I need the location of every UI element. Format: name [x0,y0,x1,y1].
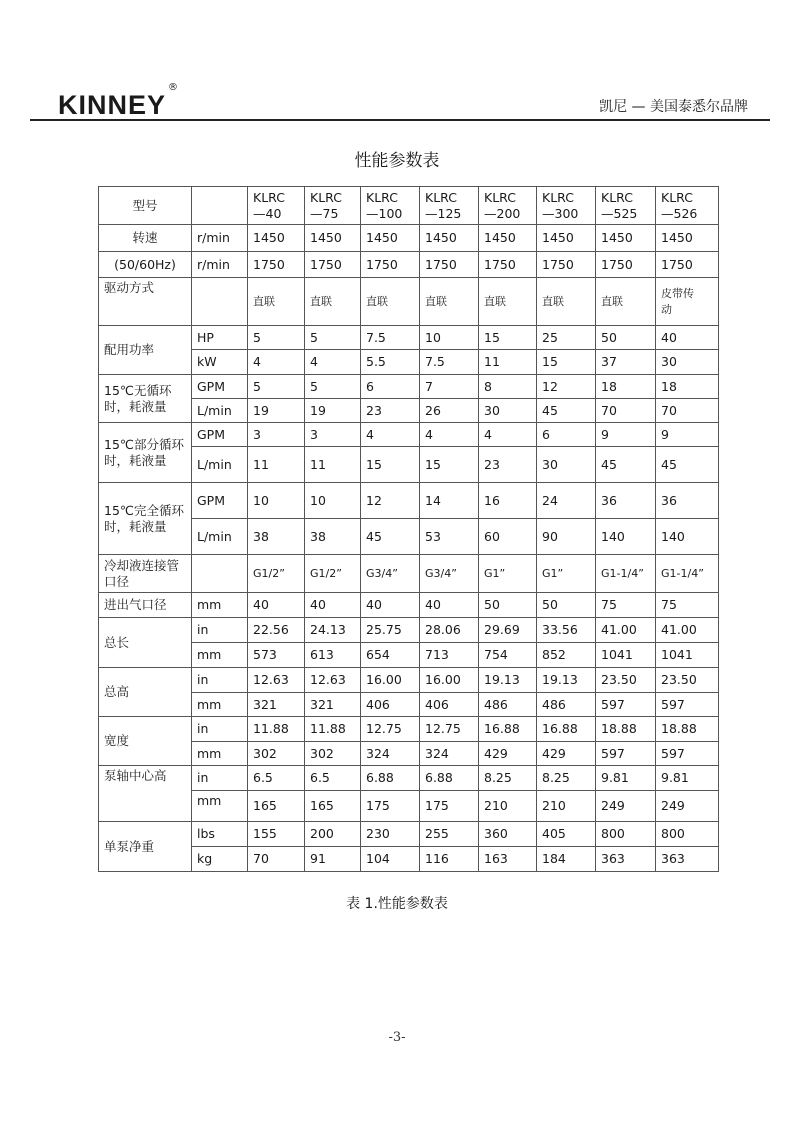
row-speed-60 [99,252,719,278]
drive-cell: 直联 [537,278,596,326]
width-mm-cell: 324 [361,742,420,766]
shaft-in-cell: 6.88 [361,766,420,791]
drive-label: 驱动方式 [99,278,192,326]
width-mm-cell: 597 [656,742,719,766]
row-power-hp [99,326,719,350]
height-in-cell: 12.63 [248,668,305,693]
power-hp-cell: 50 [596,326,656,350]
no-recirc-lmin-cell: 19 [248,399,305,423]
header-tagline: 凯尼 — 美国泰悉尔品牌 [599,99,748,115]
weight-label: 单泵净重 [99,822,192,872]
height-in-cell: 12.63 [305,668,361,693]
speed-50-cell: 1450 [656,225,719,252]
length-in-unit: in [192,618,248,643]
no-recirc-gpm-unit: GPM [192,375,248,399]
inlet-outlet-cell: 40 [420,593,479,618]
speed-unit: r/min [192,252,248,278]
height-label: 总高 [99,668,192,717]
weight-lbs-cell: 405 [537,822,596,847]
shaft-mm-cell: 165 [305,791,361,822]
coolant-conn-cell: G3/4” [361,555,420,593]
row-drive [99,278,719,326]
no-recirc-lmin-cell: 70 [656,399,719,423]
part-recirc-gpm-cell: 4 [479,423,537,447]
speed-50-cell: 1450 [361,225,420,252]
power-kw-cell: 4 [305,350,361,375]
height-in-cell: 16.00 [361,668,420,693]
part-recirc-gpm-cell: 9 [596,423,656,447]
shaft-in-cell: 8.25 [537,766,596,791]
row-length-in [99,618,719,643]
width-in-cell: 18.88 [596,717,656,742]
speed-60-cell: 1750 [420,252,479,278]
weight-lbs-cell: 800 [596,822,656,847]
part-recirc-gpm-cell: 9 [656,423,719,447]
drive-cell: 直联 [361,278,420,326]
coolant-conn-cell: G1/2” [248,555,305,593]
shaft-mm-cell: 175 [361,791,420,822]
speed-60-cell: 1750 [596,252,656,278]
row-length-mm [99,643,719,668]
shaft-in-unit: in [192,766,248,791]
height-mm-cell: 486 [479,693,537,717]
height-in-cell: 16.00 [420,668,479,693]
row-part-recirc-lmin [99,447,719,483]
length-in-cell: 28.06 [420,618,479,643]
height-in-cell: 23.50 [596,668,656,693]
part-recirc-lmin-cell: 11 [305,447,361,483]
shaft-in-cell: 8.25 [479,766,537,791]
width-in-cell: 11.88 [248,717,305,742]
shaft-label: 泵轴中心高 [99,766,192,822]
speed-label: 转速 [99,225,192,252]
model-unit-cell [192,187,248,225]
full-recirc-lmin-cell: 140 [596,519,656,555]
height-in-cell: 23.50 [656,668,719,693]
length-in-cell: 24.13 [305,618,361,643]
coolant-conn-cell: G1” [537,555,596,593]
inlet-outlet-unit: mm [192,593,248,618]
inlet-outlet-cell: 50 [537,593,596,618]
row-weight-lbs [99,822,719,847]
row-shaft-in [99,766,719,791]
length-mm-cell: 713 [420,643,479,668]
length-in-cell: 41.00 [596,618,656,643]
shaft-mm-unit: mm [192,791,248,822]
full-recirc-lmin-unit: L/min [192,519,248,555]
row-full-recirc-gpm [99,483,719,519]
full-recirc-gpm-cell: 14 [420,483,479,519]
no-recirc-lmin-cell: 30 [479,399,537,423]
model-label: 型号 [99,187,192,225]
inlet-outlet-cell: 40 [305,593,361,618]
speed-60-cell: 1750 [479,252,537,278]
row-shaft-mm [99,791,719,822]
weight-kg-cell: 70 [248,847,305,872]
full-recirc-gpm-cell: 10 [305,483,361,519]
drive-cell: 皮带传 动 [656,278,719,326]
power-hp-cell: 25 [537,326,596,350]
no-recirc-lmin-cell: 23 [361,399,420,423]
full-recirc-gpm-cell: 36 [656,483,719,519]
drive-cell: 直联 [248,278,305,326]
width-mm-unit: mm [192,742,248,766]
width-in-cell: 16.88 [479,717,537,742]
full-recirc-lmin-cell: 45 [361,519,420,555]
no-recirc-lmin-unit: L/min [192,399,248,423]
power-kw-unit: kW [192,350,248,375]
row-weight-kg [99,847,719,872]
no-recirc-gpm-cell: 18 [596,375,656,399]
shaft-mm-cell: 165 [248,791,305,822]
full-recirc-lmin-cell: 140 [656,519,719,555]
row-full-recirc-lmin [99,519,719,555]
part-recirc-lmin-cell: 15 [420,447,479,483]
power-hp-cell: 40 [656,326,719,350]
height-mm-cell: 406 [420,693,479,717]
width-in-cell: 12.75 [420,717,479,742]
weight-kg-cell: 104 [361,847,420,872]
weight-kg-cell: 363 [656,847,719,872]
no-recirc-lmin-cell: 70 [596,399,656,423]
speed-hz-label: (50/60Hz) [99,252,192,278]
height-mm-cell: 321 [248,693,305,717]
inlet-outlet-cell: 75 [596,593,656,618]
length-mm-unit: mm [192,643,248,668]
inlet-outlet-label: 进出气口径 [99,593,192,618]
width-mm-cell: 302 [305,742,361,766]
power-hp-unit: HP [192,326,248,350]
part-recirc-gpm-cell: 4 [361,423,420,447]
length-in-cell: 25.75 [361,618,420,643]
header-divider [30,119,770,121]
speed-50-cell: 1450 [248,225,305,252]
part-recirc-lmin-cell: 15 [361,447,420,483]
model-cell: KLRC —100 [361,187,420,225]
coolant-conn-cell: G1/2” [305,555,361,593]
length-mm-cell: 754 [479,643,537,668]
height-mm-unit: mm [192,693,248,717]
height-mm-cell: 321 [305,693,361,717]
speed-50-cell: 1450 [537,225,596,252]
power-hp-cell: 7.5 [361,326,420,350]
page-number: -3- [388,1030,406,1045]
weight-kg-unit: kg [192,847,248,872]
row-height-in [99,668,719,693]
shaft-mm-cell: 175 [420,791,479,822]
width-in-unit: in [192,717,248,742]
brand-logo: KINNEY [58,90,167,120]
part-recirc-gpm-cell: 4 [420,423,479,447]
no-recirc-gpm-cell: 5 [248,375,305,399]
length-mm-cell: 613 [305,643,361,668]
shaft-mm-cell: 210 [537,791,596,822]
part-recirc-label: 15℃部分循环时，耗液量 [99,423,192,483]
full-recirc-lmin-cell: 38 [248,519,305,555]
weight-lbs-cell: 230 [361,822,420,847]
drive-cell: 直联 [420,278,479,326]
height-mm-cell: 406 [361,693,420,717]
registered-mark: ® [168,82,178,93]
weight-lbs-unit: lbs [192,822,248,847]
shaft-mm-cell: 249 [596,791,656,822]
height-mm-cell: 486 [537,693,596,717]
power-hp-cell: 5 [248,326,305,350]
weight-lbs-cell: 255 [420,822,479,847]
row-coolant-conn [99,555,719,593]
no-recirc-label: 15℃无循环时，耗液量 [99,375,192,423]
part-recirc-lmin-cell: 23 [479,447,537,483]
row-model [99,187,719,225]
weight-lbs-cell: 200 [305,822,361,847]
full-recirc-label: 15℃完全循环时，耗液量 [99,483,192,555]
full-recirc-gpm-cell: 16 [479,483,537,519]
power-label: 配用功率 [99,326,192,375]
shaft-in-cell: 6.5 [305,766,361,791]
full-recirc-lmin-cell: 38 [305,519,361,555]
performance-table [98,186,719,872]
width-mm-cell: 429 [479,742,537,766]
shaft-in-cell: 9.81 [596,766,656,791]
model-cell: KLRC —300 [537,187,596,225]
height-in-cell: 19.13 [479,668,537,693]
drive-unit-cell [192,278,248,326]
speed-60-cell: 1750 [361,252,420,278]
full-recirc-gpm-cell: 24 [537,483,596,519]
part-recirc-gpm-cell: 3 [248,423,305,447]
length-mm-cell: 1041 [656,643,719,668]
row-inlet-outlet [99,593,719,618]
shaft-in-cell: 9.81 [656,766,719,791]
width-in-cell: 18.88 [656,717,719,742]
weight-kg-cell: 363 [596,847,656,872]
full-recirc-gpm-cell: 12 [361,483,420,519]
no-recirc-lmin-cell: 19 [305,399,361,423]
full-recirc-gpm-cell: 36 [596,483,656,519]
full-recirc-gpm-unit: GPM [192,483,248,519]
inlet-outlet-cell: 75 [656,593,719,618]
speed-50-cell: 1450 [479,225,537,252]
shaft-in-cell: 6.5 [248,766,305,791]
row-width-mm [99,742,719,766]
no-recirc-gpm-cell: 5 [305,375,361,399]
width-mm-cell: 302 [248,742,305,766]
power-hp-cell: 15 [479,326,537,350]
length-mm-cell: 1041 [596,643,656,668]
weight-kg-cell: 163 [479,847,537,872]
no-recirc-gpm-cell: 12 [537,375,596,399]
power-hp-cell: 5 [305,326,361,350]
part-recirc-gpm-cell: 3 [305,423,361,447]
height-in-cell: 19.13 [537,668,596,693]
row-no-recirc-lmin [99,399,719,423]
full-recirc-lmin-cell: 90 [537,519,596,555]
speed-60-cell: 1750 [656,252,719,278]
width-label: 宽度 [99,717,192,766]
drive-cell: 直联 [479,278,537,326]
length-in-cell: 22.56 [248,618,305,643]
speed-50-cell: 1450 [305,225,361,252]
drive-cell: 直联 [305,278,361,326]
power-kw-cell: 4 [248,350,305,375]
model-cell: KLRC —125 [420,187,479,225]
row-height-mm [99,693,719,717]
length-mm-cell: 852 [537,643,596,668]
length-in-cell: 29.69 [479,618,537,643]
length-label: 总长 [99,618,192,668]
coolant-conn-cell: G1-1/4” [656,555,719,593]
width-mm-cell: 429 [537,742,596,766]
width-in-cell: 12.75 [361,717,420,742]
width-mm-cell: 597 [596,742,656,766]
coolant-conn-cell: G3/4” [420,555,479,593]
speed-50-cell: 1450 [596,225,656,252]
shaft-mm-cell: 249 [656,791,719,822]
inlet-outlet-cell: 40 [361,593,420,618]
row-speed-50 [99,225,719,252]
part-recirc-lmin-cell: 30 [537,447,596,483]
speed-60-cell: 1750 [305,252,361,278]
power-kw-cell: 15 [537,350,596,375]
part-recirc-lmin-unit: L/min [192,447,248,483]
part-recirc-lmin-cell: 45 [656,447,719,483]
no-recirc-gpm-cell: 6 [361,375,420,399]
no-recirc-gpm-cell: 7 [420,375,479,399]
length-in-cell: 41.00 [656,618,719,643]
weight-kg-cell: 184 [537,847,596,872]
width-in-cell: 11.88 [305,717,361,742]
part-recirc-gpm-unit: GPM [192,423,248,447]
coolant-conn-cell: G1” [479,555,537,593]
speed-60-cell: 1750 [537,252,596,278]
power-kw-cell: 11 [479,350,537,375]
weight-kg-cell: 116 [420,847,479,872]
length-in-cell: 33.56 [537,618,596,643]
speed-60-cell: 1750 [248,252,305,278]
model-cell: KLRC —40 [248,187,305,225]
coolant-conn-unit-cell [192,555,248,593]
shaft-mm-cell: 210 [479,791,537,822]
length-mm-cell: 654 [361,643,420,668]
height-in-unit: in [192,668,248,693]
no-recirc-gpm-cell: 18 [656,375,719,399]
row-part-recirc-gpm [99,423,719,447]
page-title: 性能参数表 [354,151,440,171]
table-caption: 表 1.性能参数表 [346,896,448,912]
model-cell: KLRC —526 [656,187,719,225]
row-width-in [99,717,719,742]
full-recirc-lmin-cell: 53 [420,519,479,555]
power-kw-cell: 5.5 [361,350,420,375]
speed-50-cell: 1450 [420,225,479,252]
power-kw-cell: 7.5 [420,350,479,375]
length-mm-cell: 573 [248,643,305,668]
inlet-outlet-cell: 50 [479,593,537,618]
shaft-in-cell: 6.88 [420,766,479,791]
model-cell: KLRC —525 [596,187,656,225]
power-hp-cell: 10 [420,326,479,350]
no-recirc-gpm-cell: 8 [479,375,537,399]
full-recirc-gpm-cell: 10 [248,483,305,519]
part-recirc-lmin-cell: 45 [596,447,656,483]
full-recirc-lmin-cell: 60 [479,519,537,555]
width-in-cell: 16.88 [537,717,596,742]
power-kw-cell: 30 [656,350,719,375]
height-mm-cell: 597 [656,693,719,717]
weight-lbs-cell: 155 [248,822,305,847]
weight-lbs-cell: 800 [656,822,719,847]
model-cell: KLRC —75 [305,187,361,225]
weight-kg-cell: 91 [305,847,361,872]
model-cell: KLRC —200 [479,187,537,225]
no-recirc-lmin-cell: 45 [537,399,596,423]
part-recirc-gpm-cell: 6 [537,423,596,447]
row-no-recirc-gpm [99,375,719,399]
power-kw-cell: 37 [596,350,656,375]
weight-lbs-cell: 360 [479,822,537,847]
width-mm-cell: 324 [420,742,479,766]
coolant-conn-cell: G1-1/4” [596,555,656,593]
no-recirc-lmin-cell: 26 [420,399,479,423]
inlet-outlet-cell: 40 [248,593,305,618]
coolant-conn-label: 冷却液连接管口径 [99,555,192,593]
height-mm-cell: 597 [596,693,656,717]
row-power-kw [99,350,719,375]
drive-cell: 直联 [596,278,656,326]
speed-unit: r/min [192,225,248,252]
part-recirc-lmin-cell: 11 [248,447,305,483]
